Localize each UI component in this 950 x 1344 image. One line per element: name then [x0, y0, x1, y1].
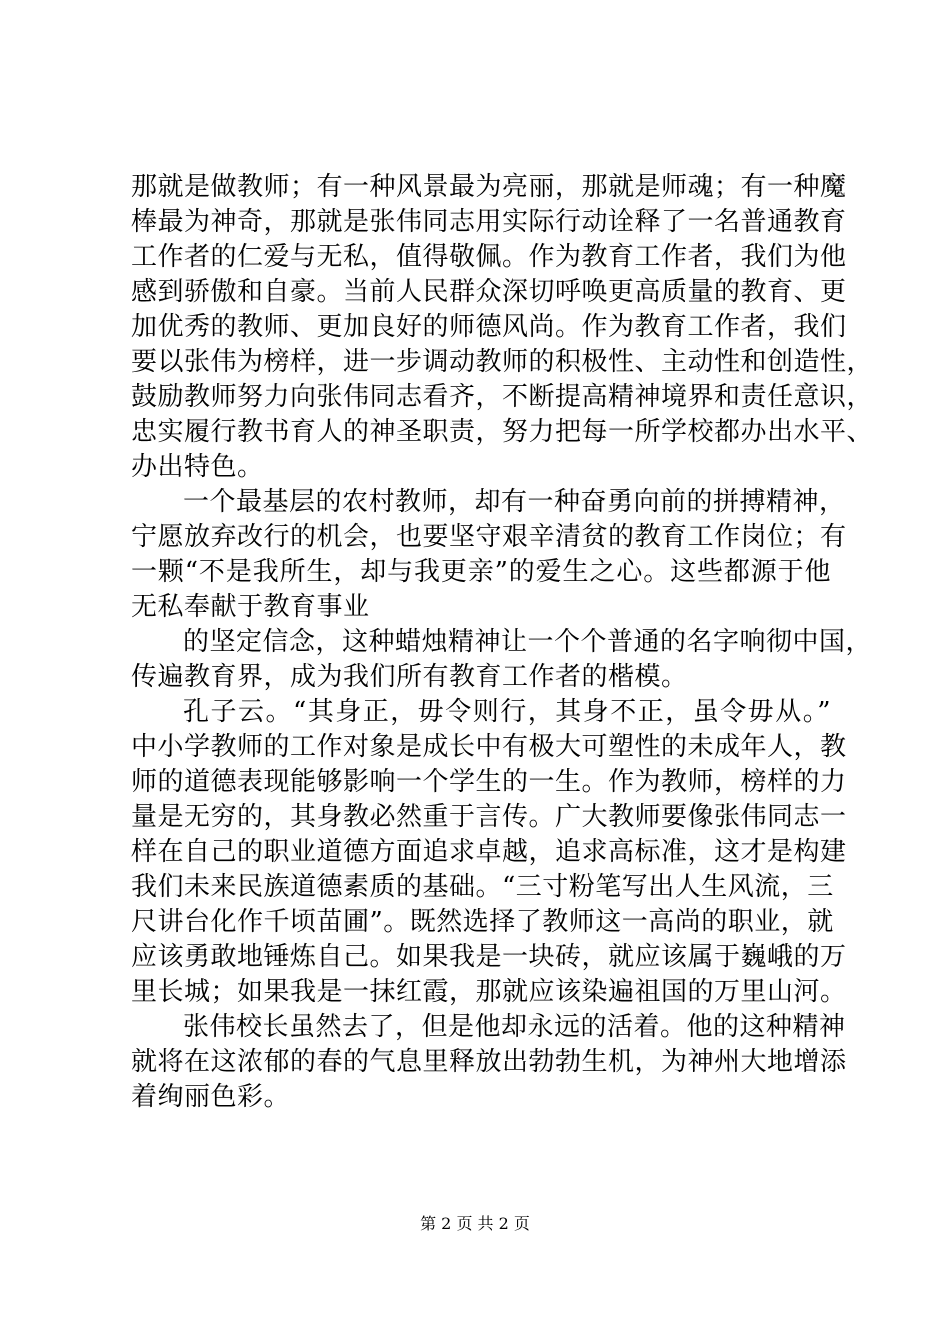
text-line: 棒最为神奇，那就是张伟同志用实际行动诠释了一名普通教育 [131, 207, 847, 237]
text-line: 师的道德表现能够影响一个学生的一生。作为教师，榜样的力 [131, 767, 847, 797]
text-line: 张伟校长虽然去了，但是他却永远的活着。他的这种精神 [183, 1012, 846, 1042]
text-line: 工作者的仁爱与无私，值得敬佩。作为教育工作者，我们为他 [131, 242, 847, 272]
text-line: 量是无穷的，其身教必然重于言传。广大教师要像张伟同志一 [131, 802, 847, 832]
text-line: 办出特色。 [131, 452, 264, 482]
text-line: 里长城；如果我是一抹红霞，那就应该染遍祖国的万里山河。 [131, 977, 847, 1007]
text-line: 着绚丽色彩。 [131, 1082, 291, 1112]
text-line: 忠实履行教书育人的神圣职责，努力把每一所学校都办出水平、 [131, 417, 874, 447]
text-line: 一颗“不是我所生，却与我更亲”的爱生之心。这些都源于他 [131, 557, 831, 587]
text-line: 尺讲台化作千顷苗圃”。既然选择了教师这一高尚的职业，就 [131, 907, 834, 937]
text-line: 加优秀的教师、更加良好的师德风尚。作为教育工作者，我们 [131, 312, 847, 342]
paragraph-2 [131, 485, 847, 625]
text-line: 感到骄傲和自豪。当前人民群众深切呼唤更高质量的教育、更 [131, 277, 847, 307]
text-line: 一个最基层的农村教师，却有一种奋勇向前的拼搏精神， [183, 487, 846, 517]
text-line: 中小学教师的工作对象是成长中有极大可塑性的未成年人，教 [131, 732, 847, 762]
page-number-label: 第 2 页 共 2 页 [420, 1214, 530, 1233]
text-line: 样在自己的职业道德方面追求卓越，追求高标准，这才是构建 [131, 837, 847, 867]
paragraph-3 [131, 625, 873, 695]
paragraph-4 [131, 695, 847, 1010]
text-line: 孔子云。“其身正，毋令则行，其身不正，虽令毋从。” [183, 697, 831, 727]
text-line: 宁愿放弃改行的机会，也要坚守艰辛清贫的教育工作岗位；有 [131, 522, 847, 552]
text-line: 就将在这浓郁的春的气息里释放出勃勃生机，为神州大地增添 [131, 1047, 847, 1077]
text-line: 无私奉献于教育事业 [131, 592, 370, 622]
document-body [131, 170, 874, 1115]
text-line: 那就是做教师；有一种风景最为亮丽，那就是师魂；有一种魔 [131, 172, 847, 202]
paragraph-5 [131, 1010, 847, 1115]
paragraph-1 [131, 170, 874, 485]
text-line: 要以张伟为榜样，进一步调动教师的积极性、主动性和创造性， [131, 347, 874, 377]
text-line: 的坚定信念，这种蜡烛精神让一个个普通的名字响彻中国， [183, 627, 873, 657]
page-footer [0, 1213, 950, 1235]
text-line: 我们未来民族道德素质的基础。“三寸粉笔写出人生风流，三 [131, 872, 834, 902]
text-line: 应该勇敢地锤炼自己。如果我是一块砖，就应该属于巍峨的万 [131, 942, 847, 972]
text-line: 传遍教育界，成为我们所有教育工作者的楷模。 [131, 662, 688, 692]
text-line: 鼓励教师努力向张伟同志看齐，不断提高精神境界和责任意识， [131, 382, 874, 412]
